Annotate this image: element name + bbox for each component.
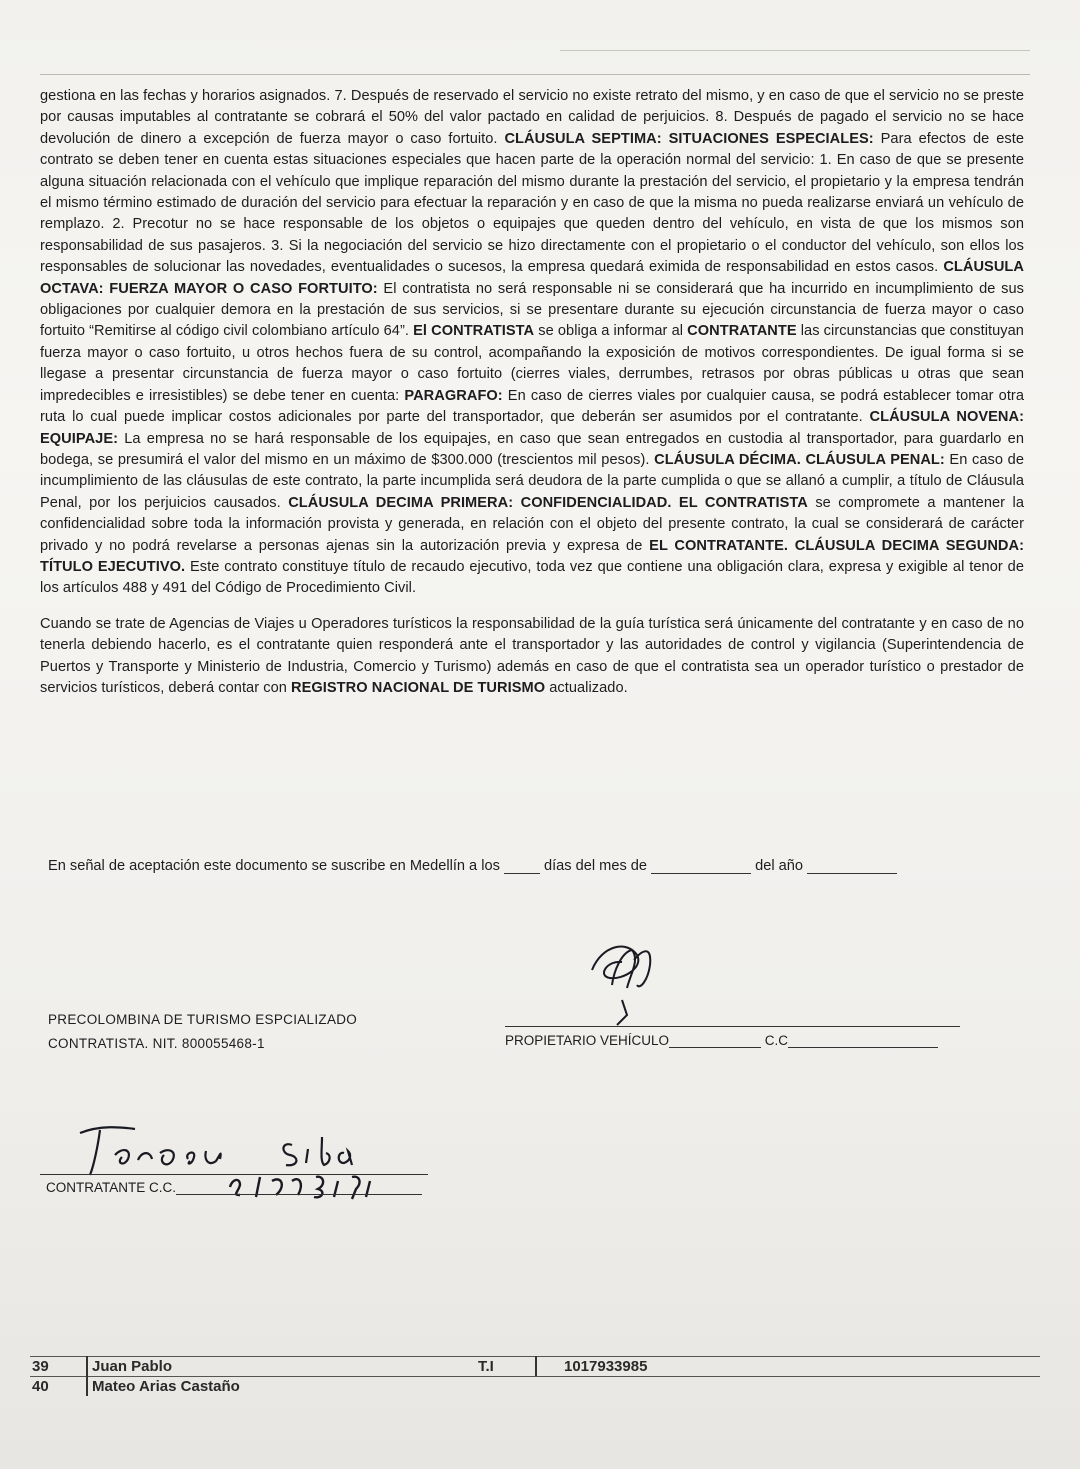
- text-run: se compromete a mantener la confidencialidad sobre toda la información provista y generada, en relación con el objeto del presente contrato, la cual se considerará de carácter privado y no podrá revelarse a personas ajenas sin la autorización previa y expresa de: [40, 494, 1024, 554]
- owner-blank: [669, 1033, 761, 1048]
- clause-heading: CLÁUSULA DECIMA PRIMERA: CONFIDENCIALIDAD. EL CONTRATISTA: [288, 494, 808, 511]
- month-blank: [651, 859, 751, 874]
- clause-heading: CLÁUSULA DÉCIMA. CLÁUSULA PENAL:: [654, 451, 945, 468]
- text-run: actualizado.: [545, 679, 628, 696]
- owner-signature-line: [505, 1026, 960, 1027]
- contract-paragraph-clauses: [40, 86, 1024, 600]
- table-divider: [535, 1356, 537, 1376]
- contratante-cc-label: CONTRATANTE C.C.: [46, 1180, 176, 1195]
- owner-cc-label: C.C: [764, 1033, 789, 1048]
- text-run: Este contrato constituye título de recaudo ejecutivo, toda vez que contiene una obligación clara, expresa y exigible al tenor de los artículos 488 y 491 del Código de Procedimiento Civil.: [40, 558, 1024, 597]
- row-number: 39: [32, 1358, 49, 1375]
- contract-paragraph-agencies: [40, 614, 1024, 700]
- owner-cc-blank: [788, 1033, 938, 1048]
- clause-heading: CLÁUSULA NOVENA: EQUIPAJE:: [40, 409, 1025, 447]
- year-blank: [807, 859, 897, 874]
- day-blank: [504, 859, 540, 874]
- table-rule: [30, 1376, 1040, 1377]
- acceptance-text: En señal de aceptación este documento se suscribe en Medellín a los: [48, 858, 500, 874]
- clause-heading: CONTRATANTE: [687, 323, 797, 340]
- company-name: PRECOLOMBINA DE TURISMO ESPCIALIZADO: [48, 1012, 358, 1027]
- row-number: 40: [32, 1378, 49, 1395]
- row-doc-type: T.I: [478, 1358, 494, 1375]
- text-run: se obliga a informar al: [534, 323, 688, 340]
- row-name: Juan Pablo: [92, 1358, 173, 1375]
- clause-heading: PARAGRAFO:: [404, 387, 503, 404]
- owner-signature: [582, 940, 662, 1030]
- row-name: Mateo Arias Castaño: [92, 1378, 240, 1395]
- year-label: del año: [755, 858, 804, 874]
- table-divider: [86, 1356, 88, 1396]
- month-label: días del mes de: [544, 858, 648, 874]
- contratante-cc-blank: [176, 1180, 422, 1195]
- text-run: En caso de cierres viales por cualquier causa, se podrá establecer tomar otra ruta lo cual puede implicar costos adicionales por parte del transportador, que deberán ser asumidos por el contratante.: [40, 387, 1025, 426]
- text-run: Cuando se trate de Agencias de Viajes u Operadores turísticos la responsabilidad de la guía turística será únicamente del contratante y en caso de no tenerla debiendo hacerlo, es el contratante quien responderá ante el transportador y las autoridades de control y vigilancia (Superintendencia de Puertos y Transporte y Ministerio de Industria, Comercio y Turismo) además en caso de que el contratista sea un operador turístico o prestador de servicios turísticos, deberá contar con: [40, 615, 1024, 696]
- text-run: gestiona en las fechas y horarios asignados. 7. Después de reservado el servicio no existe retrato del mismo, y en caso de que el servicio no se preste por causas imputables al contratante se cobrará el 50% del valor pactado en calidad de perjuicios. 8. Después de pagado el servicio no se hace devolución de dinero a excepción de fuerza mayor o caso fortuito.: [40, 88, 1024, 147]
- contratante-label: [46, 1180, 422, 1195]
- text-run: El contratista no será responsable ni se considerará que ha incurrido en incumplimiento de sus obligaciones por cualquier demora en la prestación de sus servicios, si se presentare durante su ejecución circunstancia de fuerza mayor o caso fortuito “Remitirse al código civil colombiano artículo 64”.: [40, 280, 1024, 340]
- acceptance-line: [48, 858, 978, 874]
- contract-body: [40, 86, 1024, 699]
- text-run: La empresa no se hará responsable de los equipajes, en caso que sean entregados en custodia al transportador, para guardarlo en bodega, se presumirá el valor del mismo en un máximo de $300.000 (trescientos mil pesos).: [40, 430, 1024, 468]
- edge-line: [40, 74, 1030, 75]
- text-run: Para efectos de este contrato se deben tener en cuenta estas situaciones especiales que hacen parte de la operación normal del servicio: 1. En caso de que se presente alguna situación relacionada con el vehículo que implique reparación del mismo durante la prestación del servicio, el propietario y la empresa tendrán el mismo término estimado de duración del servicio para efectuar la reparación y en caso de que la misma no pueda realizarse enviará un vehículo de remplazo. 2. Precotur no se hace responsable de los objetos o equipajes que queden dentro del vehículo, en vista de que los mismos son responsabilidad de sus pasajeros. 3. Si la negociación del servicio se hizo directamente con el propietario o el conductor del vehículo, son ellos los responsables de solucionar las novedades, eventualidades o sucesos, la empresa quedará eximida de responsabilidad en estos casos.: [40, 130, 1024, 276]
- owner-label-row: [505, 1033, 938, 1048]
- clause-heading: CLÁUSULA SEPTIMA: SITUACIONES ESPECIALES:: [504, 130, 874, 147]
- owner-label: PROPIETARIO VEHÍCULO: [505, 1033, 670, 1048]
- clause-heading: El CONTRATISTA: [413, 323, 535, 340]
- clause-heading: EL CONTRATANTE. CLÁUSULA DECIMA SEGUNDA: TÍTULO EJECUTIVO.: [40, 537, 1024, 575]
- contratista-nit: CONTRATISTA. NIT. 800055468-1: [48, 1036, 265, 1051]
- text-run: En caso de incumplimiento de las cláusulas de este contrato, la parte incumplida será deudora de la parte cumplida o que se allanó a cumplir, a título de Cláusula Penal, por los perjuicios causados.: [40, 451, 1024, 511]
- row-doc-number: 1017933985: [564, 1358, 648, 1375]
- clause-heading: CLÁUSULA OCTAVA: FUERZA MAYOR O CASO FORTUITO:: [40, 259, 1024, 297]
- clause-heading: REGISTRO NACIONAL DE TURISMO: [291, 679, 546, 696]
- contratante-line: [40, 1174, 428, 1175]
- edge-line: [560, 50, 1030, 51]
- text-run: las circunstancias que constituyan fuerza mayor o caso fortuito, u otros hechos fuera de su control, acompañando la exposición de motivos correspondientes. De igual forma si se llegase a presentar circunstancia de fuerza mayor o caso fortuito (cierres viales, derrumbes, retrasos por obras públicas u otras que sean impredecibles e irresistibles) se debe tener en cuenta:: [40, 323, 1024, 404]
